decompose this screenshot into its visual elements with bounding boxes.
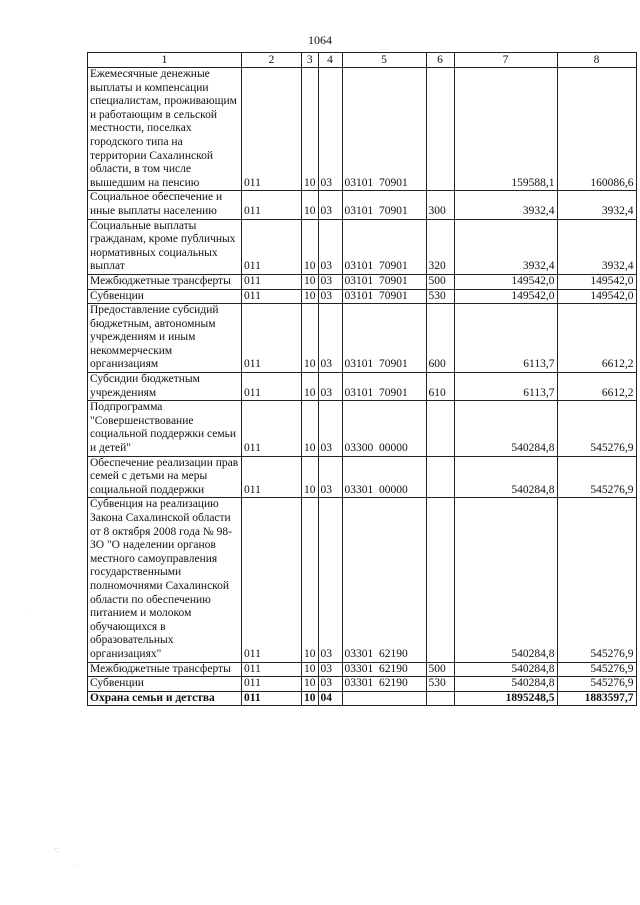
table-row — [88, 456, 637, 498]
row-value-7: 540284,8 — [454, 498, 557, 662]
row-value-7: 6113,7 — [454, 373, 557, 401]
row-subsection: 03 — [318, 274, 342, 289]
row-target-article: 03301 62190 — [342, 677, 426, 692]
header-col-3: 3 — [302, 53, 319, 68]
row-subsection: 03 — [318, 662, 342, 677]
row-admin-code: 011 — [242, 401, 302, 456]
row-admin-code: 011 — [242, 662, 302, 677]
row-value-7: 540284,8 — [454, 677, 557, 692]
row-admin-code: 011 — [242, 677, 302, 692]
row-section: 10 — [302, 304, 319, 373]
row-target-article: 03300 00000 — [342, 401, 426, 456]
row-value-8: 6612,2 — [557, 304, 636, 373]
row-target-article: 03101 70901 — [342, 219, 426, 274]
row-name: Субвенции — [88, 677, 242, 692]
header-col-1: 1 — [88, 53, 242, 68]
row-admin-code: 011 — [242, 456, 302, 498]
row-value-8: 6612,2 — [557, 373, 636, 401]
row-subsection: 04 — [318, 691, 342, 706]
row-target-article: 03301 62190 — [342, 662, 426, 677]
row-name: Подпрограмма "Совершенствование социальной поддержки семьи и детей" — [88, 401, 242, 456]
row-section: 10 — [302, 662, 319, 677]
table-row — [88, 304, 637, 373]
row-name: Ежемесячные денежные выплаты и компенсации специалистам, проживающим и работающим в сельской местности, поселках городского типа на территории Сахалинской области, в том числе вышедшим на пенсию — [88, 68, 242, 191]
row-expense-type: 500 — [426, 274, 454, 289]
row-subsection: 03 — [318, 304, 342, 373]
row-section: 10 — [302, 691, 319, 706]
row-admin-code: 011 — [242, 191, 302, 219]
row-expense-type: 610 — [426, 373, 454, 401]
row-target-article: 03301 00000 — [342, 456, 426, 498]
row-admin-code: 011 — [242, 274, 302, 289]
row-name: Субвенции — [88, 289, 242, 304]
row-expense-type: 530 — [426, 289, 454, 304]
row-value-8: 545276,9 — [557, 498, 636, 662]
row-section: 10 — [302, 456, 319, 498]
row-target-article: 03101 70901 — [342, 289, 426, 304]
row-section: 10 — [302, 677, 319, 692]
row-section: 10 — [302, 289, 319, 304]
row-subsection: 03 — [318, 68, 342, 191]
budget-table — [87, 52, 637, 706]
header-col-6: 6 — [426, 53, 454, 68]
row-admin-code: 011 — [242, 289, 302, 304]
row-name: Охрана семьи и детства — [88, 691, 242, 706]
row-expense-type — [426, 456, 454, 498]
row-target-article: 03101 70901 — [342, 373, 426, 401]
row-section: 10 — [302, 373, 319, 401]
row-subsection: 03 — [318, 401, 342, 456]
row-expense-type: 600 — [426, 304, 454, 373]
row-subsection: 03 — [318, 498, 342, 662]
row-subsection: 03 — [318, 191, 342, 219]
row-expense-type: 500 — [426, 662, 454, 677]
row-value-8: 545276,9 — [557, 662, 636, 677]
row-name: Субсидии бюджетным учреждениям — [88, 373, 242, 401]
header-col-2: 2 — [242, 53, 302, 68]
row-subsection: 03 — [318, 373, 342, 401]
row-expense-type: 530 — [426, 677, 454, 692]
row-value-7: 3932,4 — [454, 219, 557, 274]
row-value-8: 3932,4 — [557, 219, 636, 274]
row-section: 10 — [302, 498, 319, 662]
row-subsection: 03 — [318, 219, 342, 274]
row-subsection: 03 — [318, 677, 342, 692]
scan-speck: · — [28, 609, 31, 618]
row-target-article — [342, 691, 426, 706]
table-row — [88, 498, 637, 662]
table-row — [88, 219, 637, 274]
table-row — [88, 289, 637, 304]
header-col-8: 8 — [557, 53, 636, 68]
row-expense-type — [426, 691, 454, 706]
row-name: Предоставление субсидий бюджетным, автономным учреждениям и иным некоммерческим организациям — [88, 304, 242, 373]
table-row — [88, 691, 637, 706]
row-admin-code: 011 — [242, 373, 302, 401]
row-target-article: 03101 70901 — [342, 304, 426, 373]
scan-speck: ·: — [54, 845, 59, 854]
row-name: Социальное обеспечение и иные выплаты населению — [88, 191, 242, 219]
row-subsection: 03 — [318, 456, 342, 498]
row-name: Социальные выплаты гражданам, кроме публичных нормативных социальных выплат — [88, 219, 242, 274]
row-section: 10 — [302, 274, 319, 289]
row-value-7: 3932,4 — [454, 191, 557, 219]
row-value-7: 149542,0 — [454, 274, 557, 289]
row-value-8: 160086,6 — [557, 68, 636, 191]
row-value-8: 545276,9 — [557, 677, 636, 692]
row-subsection: 03 — [318, 289, 342, 304]
table-body — [88, 68, 637, 706]
row-section: 10 — [302, 401, 319, 456]
table-row — [88, 662, 637, 677]
table-header-row — [88, 53, 637, 68]
row-expense-type — [426, 401, 454, 456]
row-section: 10 — [302, 219, 319, 274]
row-value-7: 1895248,5 — [454, 691, 557, 706]
table-row — [88, 401, 637, 456]
row-admin-code: 011 — [242, 691, 302, 706]
row-name: Субвенция на реализацию Закона Сахалинской области от 8 октября 2008 года № 98-ЗО "О наделении органов местного самоуправления государственными полномочиями Сахалинской области по обеспечению питанием и молоком обучающихся в образовательных организациях" — [88, 498, 242, 662]
row-value-7: 159588,1 — [454, 68, 557, 191]
row-value-8: 545276,9 — [557, 456, 636, 498]
row-target-article: 03101 70901 — [342, 68, 426, 191]
row-admin-code: 011 — [242, 219, 302, 274]
table-row — [88, 68, 637, 191]
table-row — [88, 677, 637, 692]
header-col-7: 7 — [454, 53, 557, 68]
row-value-7: 149542,0 — [454, 289, 557, 304]
row-value-8: 3932,4 — [557, 191, 636, 219]
row-value-7: 540284,8 — [454, 662, 557, 677]
row-value-7: 6113,7 — [454, 304, 557, 373]
row-name: Обеспечение реализации прав семей с детьми на меры социальной поддержки — [88, 456, 242, 498]
row-target-article: 03101 70901 — [342, 274, 426, 289]
row-value-8: 1883597,7 — [557, 691, 636, 706]
table-row — [88, 373, 637, 401]
table-row — [88, 191, 637, 219]
row-expense-type — [426, 498, 454, 662]
row-target-article: 03101 70901 — [342, 191, 426, 219]
row-expense-type: 300 — [426, 191, 454, 219]
row-expense-type — [426, 68, 454, 191]
row-target-article: 03301 62190 — [342, 498, 426, 662]
row-name: Межбюджетные трансферты — [88, 274, 242, 289]
row-value-7: 540284,8 — [454, 456, 557, 498]
page-number: 1064 — [308, 33, 332, 47]
row-section: 10 — [302, 68, 319, 191]
row-value-7: 540284,8 — [454, 401, 557, 456]
row-section: 10 — [302, 191, 319, 219]
row-admin-code: 011 — [242, 498, 302, 662]
row-expense-type: 320 — [426, 219, 454, 274]
row-value-8: 149542,0 — [557, 289, 636, 304]
header-col-5: 5 — [342, 53, 426, 68]
scan-speck: · — [76, 861, 79, 870]
table-row — [88, 274, 637, 289]
row-value-8: 545276,9 — [557, 401, 636, 456]
row-admin-code: 011 — [242, 68, 302, 191]
row-name: Межбюджетные трансферты — [88, 662, 242, 677]
header-col-4: 4 — [318, 53, 342, 68]
row-admin-code: 011 — [242, 304, 302, 373]
row-value-8: 149542,0 — [557, 274, 636, 289]
